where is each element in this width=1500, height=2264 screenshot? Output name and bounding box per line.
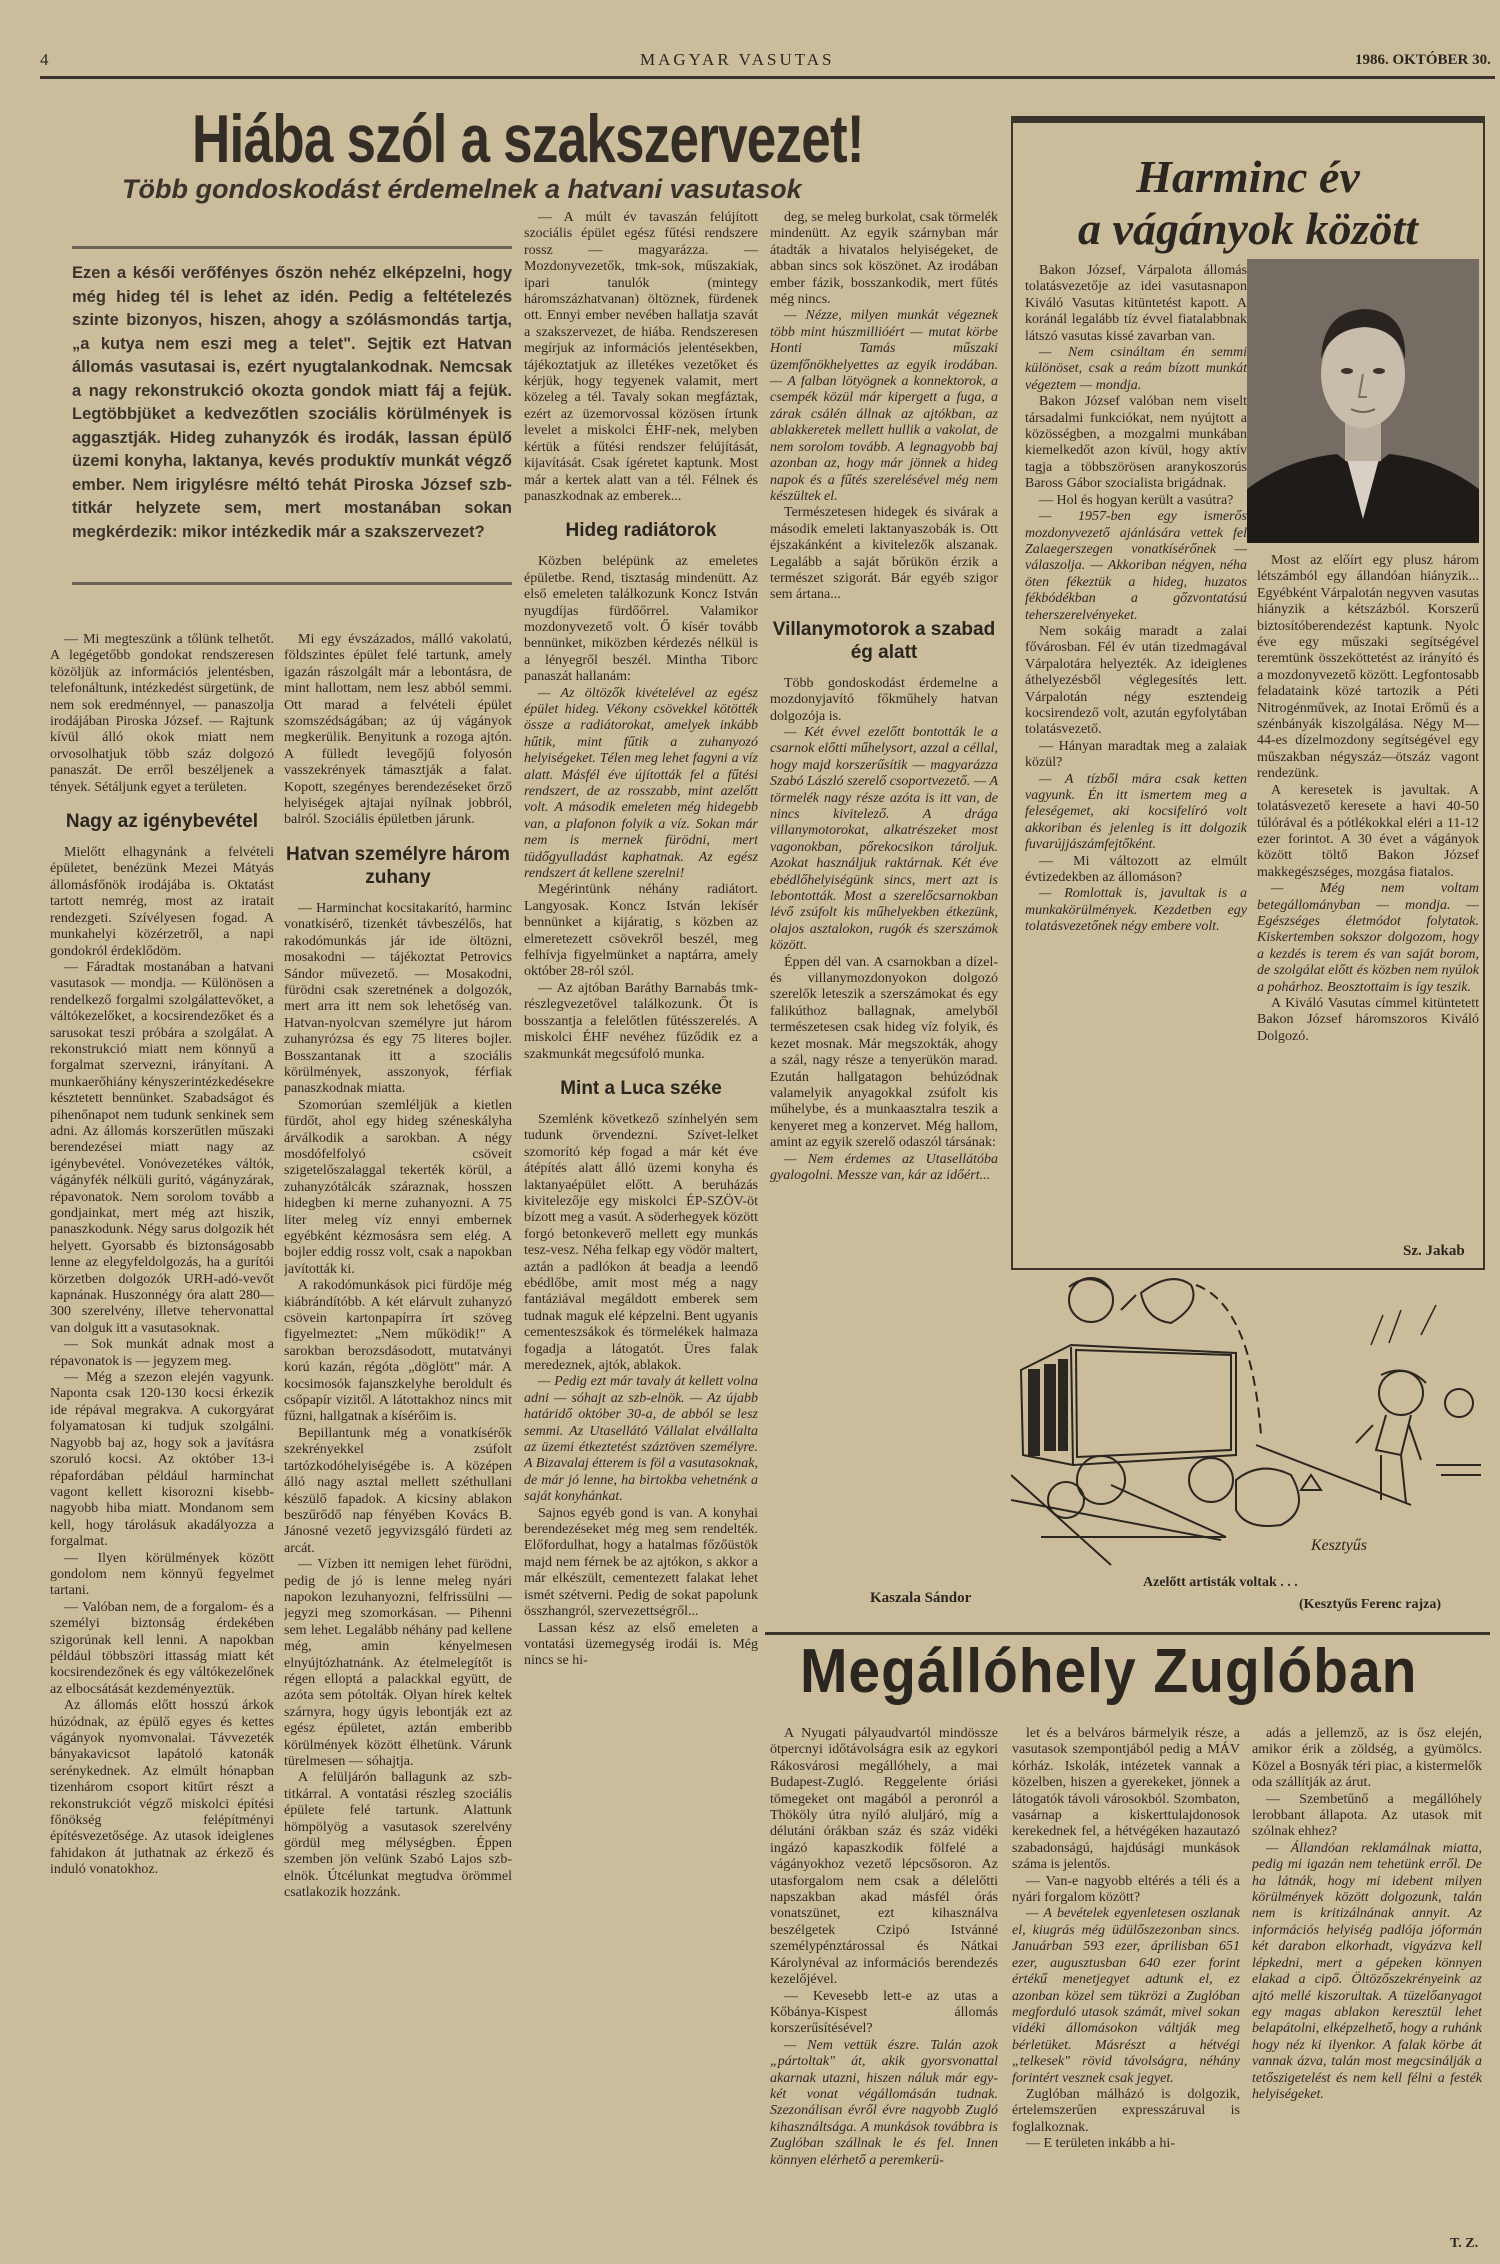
paragraph: — Nézze, milyen munkát végeznek több mint húszmillióért — mutat körbe Honti Tamás műszaki üzemfőnökhelyettes az egyik irodában. — A falban lötyögnek a konnektorok, a csempék közül már kipergett a fuga, a zárak csálén állnak az ajtókban, az ablakkeretek mellett hullik a vakolat, de nem sorolom tovább. A legnagyobb baj azonban az, hogy már jönnek a hideg napok és a fűtés szerelésével még nem készültek el. [770,308,998,504]
profile-author: Sz. Jakab [1403,1243,1465,1259]
cartoon-drawing [1011,1275,1491,1575]
article-author: Kaszala Sándor [870,1590,972,1606]
paragraph: Bepillantunk még a vonatkísérők szekrényekkel zsúfolt tartózkodóhelyiségébe is. A középen álló nagy asztal mellett széthullani készülő fapadok. A kicsiny ablakon beszűrődő nap fényében Kovács B. Jánosné vezető jegyvizsgáló fürdeti az arcát. [284,1425,512,1556]
paragraph: Most az előírt egy plusz három létszámból egy állandóan hiányzik... Egyébként Várpalotán negyven vasutas hiányzik a kétszázból. Korszerű biztosítóberendezést kaptunk. Nyolc éve egy műszaki segítségével teremtünk összeköttetést az irányító és a mozdonyvezető között. Legfontosabb feladataink közé tartozik a Péti Nitrogénművek, az Inotai Erőmű és a szénbányák kiszolgálása. Négy M—44-es dízelmozdony segítségével egy műszakban négyszáz—ötszáz vagont rendezünk. [1257,553,1479,782]
masthead-rule [40,76,1495,79]
issue-date: 1986. OKTÓBER 30. [1355,52,1491,68]
paragraph: — Sok munkát adnak most a répavonatok is — jegyzem meg. [50,1337,274,1369]
paragraph: — Még nem voltam betegállományban — mondja. — Egészséges életmódot folytatok. Kiskertemben sokszor dolgozom, hogy a kezdés is terem és van saját borom, de szolgálat előtt és közben nem nyúlok a pohárhoz. Beosztottaim is így teszik. [1257,881,1479,995]
lead-rule-top [72,246,512,249]
zuglo-rule [765,1632,1490,1635]
article-column-3 [524,210,758,2257]
paragraph: — Szembetűnő a megállóhely lerobbant állapota. Az utasok mit szólnak ehhez? [1252,1791,1482,1840]
paragraph: — Van-e nagyobb eltérés a téli és a nyári forgalom között? [1012,1873,1240,1906]
cartoon-signature: Kesztyűs [1311,1537,1367,1554]
zuglo-column-3 [1252,1726,1482,2231]
cartoon-caption: Azelőtt artisták voltak . . . [1143,1575,1298,1590]
zuglo-column-2 [1012,1726,1240,2257]
paragraph: Nem sokáig maradt a zalai fővárosban. Fél év után tizedmagával Várpalotára helyezték. Az ideiglenes áthelyezésből véglegesítés lett. Várpalotán négy esztendeig kocsirendező volt, azután egyfolytában tolatásvezető. [1025,623,1247,738]
paragraph: — Nem csináltam én semmi különöset, csak a reám bízott munkát végeztem — mondja. [1025,345,1247,393]
paragraph: — E területen inkább a hi- [1026,2136,1175,2152]
paragraph: Az állomás előtt hosszú árkok húzódnak, az épülő egyes és kettes vágányok nyomvonalai. Távvezeték bányakavicsot lapátoló katonák serénykednek. Az elmúlt hónapban tizenhárom csoport kitűrt részt a rekonstrukciót végző miskolci építési főnökség felépítményi építésvezetősége. Az utasok ideiglenes fahidakon át juthatnak az érkező és induló vonatokhoz. [50,1698,274,1878]
paragraph: A rakodómunkások pici fürdője még kiábrándítóbb. A két elárvult zuhanyzó csövein kartonpapírra írt szöveg figyelmeztet: „Nem működik!" A sarokban berozsdásodott, mutatványi korú kazán, régóta „döglött" már. A kocsimosók fajanszkelyhe beroldult és csőpapír vizitől. A látottakhoz nincs mit fűzni, hallgatnak a kísérőim is. [284,1278,512,1425]
paragraph: Zuglóban málházó is dolgozik, értelemszerűen expresszáruval is foglalkoznak. [1012,2086,1240,2135]
subheading: Hideg radiátorok [565,520,717,542]
paragraph: Éppen dél van. A csarnokban a dízel- és villanymozdonyokon dolgozó szerelők leteszik a szerszámokat és egy falikúthoz ballagnak, amelyből természetesen csak hideg víz folyik, és kezet mosnak. Már megszokták, ahogy a szál, nagy része a tenyerükön marad. Ezután hallgatagon behúzódnak valamelyik anyagokkal zsúfolt kis műhelybe, és a munkaasztalra teszik a kenyeret meg a konzervet. Még hallom, amint az egyik szerelő odaszól társának: [770,954,998,1151]
subheading: Hatvan személyre három zuhany [286,843,510,888]
profile-headline-line-1: Harminc év [1136,151,1360,202]
paragraph: deg, se meleg burkolat, csak törmelék mindenütt. Az egyik szárnyban már átadták a hivatalos helyiségeket, de abban sincs sok köszönet. Az irodában ember fázik, bosszankodik, mert fűtés még nincs. [770,210,998,308]
profile-box [1011,116,1485,1270]
paragraph: — Az öltözők kivételével az egész épület hideg. Vékony csövekkel kötötték össze a radiátorokat, amelyek inkább hűtik, mint fűtik a zuhanyozó helyiségeket. Télen meg lehet fagyni a víz alatt. Másfél éve újították fel a fűtési rendszert, de az rosszabb, mint azelőtt volt. A második emeleten még hidegebb van, a plafonon folyik a víz. Sokan már nem is mernek fürödni, mert tüdőgyulladást kaphatnak. Az egész rendszert át kellene szerelni! [524,685,758,882]
paragraph: — Vízben itt nemigen lehet fürödni, pedig de jó is lenne meleg nyári napokon lezuhanyozni, felfrissülni — jegyzi meg szomorkásan. — Pihenni sem lehet. Legalább néhány pad kellene még, amin kényelmesen elnyújtózhatnánk. Az ételmelegítőt is régen elloptá a palackkal együtt, de azóta sem pótolták. Olyan hírek keltek szárnyra, hogy úgyis lebontják ezt az egész épületet, aztán emberibb körülmények között élhetünk. Várunk türelmesen — sóhajtja. [284,1557,512,1769]
profile-headline [1013,151,1483,255]
subheading: Mint a Luca széke [560,1077,722,1099]
paragraph: — A múlt év tavaszán felújított szociális épület egész fűtési rendszere rossz — magyarázza. — Mozdonyvezetők, tmk-sok, műszakiak, ipari tanulók (mintegy háromszázhatvanan) öltöznek, fürdenek ott. Ennyi ember nevében hallatja szavát a szakszervezet, de hiába. Rendszeresen megírjuk az információs jelentésekben, tájékoztatjuk az illetékes vezetőket és kérjük, hogy tegyenek valamit, mert közeleg a tél. Tavaly sokan megfáztak, ezért az üzemorvossal közösen írtunk levelet a miskolci ÉHF-nek, melyben kértük a fűtési rendszer felújítását, kijavítását. Csak ígéretet kaptunk. Most már a kertek alatt van a tél. Félnek és panaszkodnak az emberek... [524,210,758,504]
paragraph: let és a belváros bármelyik része, a vasutasok szempontjából pedig a MÁV kórház. Iskolák, intézetek vannak a közelben, hiszen a gyerekeket, jönnek a látogatók távoli városokból. Szombaton, vasárnap a kiskerttulajdonosok kerekednek fel, a hétvégéken hazautazó szabadonságú, hajdúsági munkások száma is jelentős. [1012,1726,1240,1873]
paragraph: — Mi változott az elmúlt évtizedekben az állomáson? [1025,853,1247,886]
portrait-photo [1247,259,1479,543]
lead-rule-bottom [72,582,512,585]
article-column-2 [284,632,512,2257]
paragraph: Mielőtt elhagynánk a felvételi épületet, benézünk Mezei Mátyás állomásfőnök irodájába is. Oktatást tartott nemrég, most az iratait rendezgeti. Szívélyesen fogad. A munkahelyi közérzetről, a napi gondokról érdeklődöm. [50,845,274,959]
paragraph: A keresetek is javultak. A tolatásvezető keresete a havi 40-50 túlórával és a pótlékokkal eléri a 11-12 ezer forintot. A 30 évet a vágányok között töltő Bakon József makkegészséges, mozgása fiatalos. [1257,782,1479,880]
paragraph: — Az ajtóban Baráthy Barnabás tmk-részlegvezetővel találkozunk. Őt is bosszantja a felelőtlen fűtésszerelés. A miskolci ÉHF nevéhez fűződik ez a szakmunkát megcsúfoló munka. [524,980,758,1062]
paragraph: — Kevesebb lett-e az utas a Kőbánya-Kispest állomás korszerűsítésével? [770,1988,998,2037]
paragraph: adás a jellemző, az is ősz elején, amikor érik a zöldség, a gyümölcs. Közel a Bosnyák téri piac, a kistermelők oda szállítják az árut. [1252,1726,1482,1791]
profile-column-right [1257,553,1479,1243]
zuglo-author: T. Z. [1450,2236,1479,2251]
zuglo-column-1 [770,1726,998,2257]
paragraph: Lassan kész az első emeleten a vontatási üzemegység irodái is. Még nincs se hi- [524,1620,758,1669]
paragraph: Több gondoskodást érdemelne a mozdonyjavító főkműhely hatvan dolgozója is. [770,675,998,724]
article-lead: Ezen a késői verőfényes őszön nehéz elképzelni, hogy még hideg tél is lehet az idén. Pedig a feltételezés szinte bizonyos, hiszen, ahogy a szólásmondás tartja, „a kutya nem eszi meg a telet". Sejtik ezt Hatvan állomás vasutasai is, ezért nyugtalankodnak. Nemcsak a nagy rekonstrukció okozta gondok miatt fáj a fejük. Legtöbbjüket a kedvezőtlen szociális körülmények is aggasztják. Hideg zuhanyzók és irodák, lassan épülő üzemi konyha, laktanya, kevés produktív munkát végző ember. Nem irigylésre méltó tehát Piroska József szb-titkár helyzete sem, mert mostanában sokan megkérdezik: mikor intézkedik már a szakszervezet? [72,264,512,541]
paragraph: — Állandóan reklamálnak miatta, pedig mi igazán nem tehetünk erről. De ha látnák, hogy mi idebent milyen körülmények között dolgozunk, talán nem is kritizálnának annyit. Az információs helyiség padlója jóformán két darabon elkorhadt, vigyázva kell lépkedni, mert a gépeken könnyen elakad a cipő. Öltözőszekrényeink az ajtó mellé kiszorultak. A tüzelőanyagot egy magas ablakon keresztül lehet belapátolni, elképzelhető, hogy a ruhánk hogy néz ki ilyenkor. A falak körbe át vannak ázva, talán most megcsinálják a tetőszigetelést és nem kell félni a festék helyiségeket. [1252,1840,1482,2102]
paragraph: Szemlénk következő színhelyén sem tudunk örvendezni. Szívet-lelket szomorító kép fogad a már két éve átépítés alatt álló üzemi konyha és laktanyaépület előtt. A beruházás kivitelezője egy miskolci ÉP-SZÖV-öt bízott meg a vasút. A söderhegyek között forgó betonkeverő mellett egy munkás tesz-vesz. Néha felkap egy vödör maltert, aztán a padlókon át beadja a leendő ebédlőbe, amit most még a nagy fantáziával megáldott emberek sem tudnak maguk elé képzelni. Bent ugyanis cementeszsákok és törmelékek halmaza fogadja a látogatót. Üres falak meredeznek, ajtók, ablakok. [524,1111,758,1373]
paragraph: — A bevételek egyenletesen oszlanak el, kiugrás még üdülőszezonban sincs. Januárban 593 ezer, áprilisban 651 ezer, augusztusban 640 ezer forint értékű menetjegyet adtunk el, ez azonban közel sem tükrözi a Zuglóban megforduló utasok számát, mivel sokan vidéki állomásokon váltják meg bérletüket. Másrészt a hétvégi „telkesek" rövid távolságra, néhány forintért vesznek csak jegyet. [1012,1906,1240,2086]
paragraph: Természetesen hidegek és sivárak a második emeleti laktanyaszobák is. Ott éjszakánként a kivitelezők alszanak. Legalább a saját bőrükön érzik a természet szigorát. Bár egyéb szigor sem ártana... [770,505,998,603]
paragraph: Sajnos egyéb gond is van. A konyhai berendezéseket még meg sem rendelték. Előfordulhat, hogy a hatalmas főzőüstök majd nem férnek be az ajtókon, s akkor a már elkészült, cementezett falakat lehet ismét szétverni. Pedig de sokat papolunk összhangról, szervezettségről... [524,1505,758,1620]
zuglo-headline: Megállóhely Zuglóban [800,1637,1418,1706]
paragraph: A Nyugati pályaudvartól mindössze ötpercnyi időtávolságra esik az egykori Rákosvárosi megállóhely, a mai Budapest-Zugló. Reggelente óriási tömegeket ont magából a peronról a Thököly útra nyíló aluljáró, míg a délutáni órákban száz és száz vidéki ingázó kapaszkodik fölfelé a vágányokhoz vezető lépcsősoron. Az utasforgalom nem csak a délelőtti napszakban akad másfél órás vonatszünet, ezt kihasználva beszélgetek Czipó Istvánné személypénztárossal és Nátkai Károlynéval az információs berendezés kezelőjével. [770,1726,998,1988]
paragraph: — Pedig ezt már tavaly át kellett volna adni — sóhajt az szb-elnök. — Az újabb határidő október 30-a, de abból se lesz semmi. Az Utasellátó Vállalat elvállalta az üzemi étkeztetést száztöven személyre. A Bizavalaj étterem is föl a vasutasoknak, de már jó lenne, ha birtokba vehetnénk a saját konyhánkat. [524,1374,758,1505]
subheading: Villanymotorok a szabad ég alatt [772,618,996,663]
paragraph: Mi egy évszázados, málló vakolatú, földszintes épület felé tartunk, amely igazán rászolgált már a lebontásra, de mint hallottam, nem lesz abból semmi. Ott marad a felvételi épület szomszédságában; az új vágányok megkerülik. Benyitunk a rozoga ajtón. A fülledt levegőjű folyosón vasszekrények támasztják a falat. Kopott, szegényes berendezéseket őrző helyiségek ajtajai nyílnak jobbról, balról. Szociális épületben járunk. [284,632,512,828]
article-column-1 [50,632,274,2257]
profile-headline-line-2: a vágányok között [1078,203,1418,254]
paragraph: — Hányan maradtak meg a zalaiak közül? [1025,738,1247,771]
article-headline: Hiába szól a szakszervezet! [192,101,864,177]
cartoon-credit: (Kesztyűs Ferenc rajza) [1299,1597,1442,1612]
paragraph: — Nem érdemes az Utasellátóba gyalogolni. Messze van, kár az időért... [770,1151,998,1183]
page-number: 4 [40,50,49,69]
article-subtitle: Több gondoskodást érdemelnek a hatvani vasutasok [122,174,802,204]
paragraph: — Mi megteszünk a tőlünk telhetőt. A legégetőbb gondokat rendszeresen közöljük az információs jelentésben, telefonáltunk, intézkedést sürgetünk, de nem sok eredménnyel, — panaszolja irodájában Piroska József. — Rajtunk kívül álló okok miatt nem orvosolhatjuk több száz dolgozó panaszát. De erről beszéljenek a tények. Sétáljunk egyet a területen. [50,632,274,795]
paragraph: Közben belépünk az emeletes épületbe. Rend, tisztaság mindenütt. Az első emeleten találkozunk Koncz István nyugdíjas fürdőőrrel. Valamikor mozdonyvezető volt. Ő kísér tovább bennünket, miközben kérdezés nélkül is a lényegről beszél. Mintha Tiborc panaszát hallanám: [524,554,758,685]
paragraph: A Kiváló Vasutas címmel kitüntetett Bakon József háromszoros Kiváló Dolgozó. [1257,995,1479,1044]
profile-column-left [1025,263,1247,1263]
paragraph: — Két évvel ezelőtt bontották le a csarnok előtti műhelysort, azzal a céllal, hogy majd korszerűsítik — magyarázza Szabó László szerelő csoportvezető. — A törmelék nagy része azóta is itt van, de nincs kivitelező. A drága villanymotorokat, alkatrészeket most vagonokban, pőrekocsikon tároljuk. Azokat használjuk raktárnak. Két éve ebédlőhelyiségünk sincs, mert azt is lebontották. Most a szerelőcsarnokban lévő zsúfolt kis műhelyekben étkezünk, olajos asztalokon, rugók és szerszámok között. [770,724,998,954]
paragraph: — Nem vettük észre. Talán azok „pártoltak" át, akik gyorsvonattal akarnak utazni, hiszen náluk már egy-két vonat végállomásán tudnak. Szezonálisan évről évre nagyobb Zugló kihasználtsága. A munkások továbbra is Zuglóban szállnak le és fel. Innen könnyen elérhető a peremkerü- [770,2037,998,2168]
paragraph: — Romlottak is, javultak is a munkakörülmények. Kezdetben egy tolatásvezetőnek négy embere volt. [1025,886,1247,935]
portrait-image [1247,259,1479,543]
paragraph: Bakon József valóban nem viselt társadalmi funkciókat, nem nyújtott a közösségben, a mozgalmi munkában kiemelkedőt azon kívül, hogy aktív tagja a többszörösen aranykoszorús Baross Gábor szocialista brigádnak. [1025,394,1247,492]
paragraph: A felüljárón ballagunk az szb-titkárral. A vontatási részleg szociális épülete felé tartunk. Alattunk hömpölyög a vasutasok szerelvény gördül meg mélységben. Éppen szemben jön velünk Szabó Lajos szb-elnök. Útcélunkat megtudva örömmel csatlakozik hozzánk. [284,1770,512,1901]
paragraph: — Még a szezon elején vagyunk. Naponta csak 120-130 kocsi érkezik ide répával megrakva. A cukorgyárat folyamatosan ki tudjuk szolgálni. Nagyobb baj az, hogy sok a javításra szoruló kocsi. Az október 13-i répafordában például harminchat vagont kellett kisorozni kisebb-nagyobb hiba miatt. Mondanom sem kell, hogy tárolásuk akadályozza a forgalmat. [50,1370,274,1550]
paragraph: — Ilyen körülmények között gondolom nem könnyű fegyelmet tartani. [50,1550,274,1599]
article-column-4 [770,210,998,1560]
subheading: Nagy az igénybevétel [65,811,259,833]
paragraph: — Valóban nem, de a forgalom- és a személyi biztonság érdekében szigorúnak kell lenni. A napokban például többszöri ittasság miatt két kocsirendezőnek és egy váltókezelőnek az elbocsátását kezdeményeztük. [50,1599,274,1697]
paragraph: — A tízből mára csak ketten vagyunk. Én itt ismertem meg a feleségemet, aki kocsifelíró volt akkoriban és jelenleg is itt dolgozik fuvarújjászámfejtőként. [1025,771,1247,853]
paragraph: Megérintünk néhány radiátort. Langyosak. Koncz István lekísér bennünket a kijáratig, s közben az elmeretezett csövekről beszél, meg felhívja figyelmünket a naptárra, amely október 28-ról szól. [524,882,758,980]
paragraph: — Fáradtak mostanában a hatvani vasutasok — mondja. — Különösen a rendelkező forgalmi szolgálattevőket, a váltókezelőket, a kocsirendezőket és a sarusokat teszi próbára a szolgálat. A rekonstrukció miatt nem könnyű a forgalmat szervezni, irányítani. A munkaerőhiány kényszerintézkedésekre késztetett bennünket. Szabadságot és pihenőnapot nem tudunk senkinek sem adni. Az állomás korszerűtlen műszaki berendezései miatt nagy az igénybevétel. Vonóvezetékes váltók, vágányfék nélküli gurító, vágányzárak, répavonatok. Nem sorolom tovább a gondjainkat, mert még azt hiszik, panaszkodunk. Négy sarus dolgozik hét helyett. Gyorsabb és biztonságosabb lenne az elegyfeldolgozás, ha a gurítói körzetben dolgozók URH-adó-vevőt kapnának. Huszonnégy óra alatt 280—300 szerelvény, illetve tehervonattal van dolguk itt a vasutasoknak. [50,959,274,1336]
paragraph: — Hol és hogyan került a vasútra? [1039,492,1234,508]
cartoon [1011,1275,1491,1635]
newspaper-name: MAGYAR VASUTAS [640,50,835,69]
paragraph: Bakon József, Várpalota állomás tolatásvezetője az idei vasutasnapon Kiváló Vasutas kitüntetést kapott. A koránál legalább tíz évvel fiatalabbnak látszó vasutas kissé zavarban van. [1025,263,1247,344]
paragraph: — 1957-ben egy ismerős mozdonyvezető ajánlására vettek fel Zalaegerszegen vonatkísérőnek — válaszolja. — Akkoriban négyen, néha öten fékeztük a hideg, huzatos fékbódékban a gőzvontatású teherszerelvényeket. [1025,509,1247,623]
paragraph: — Harminchat kocsitakarító, harminc vonatkísérő, tizenkét távbeszélős, hat rakodómunkás jár ide öltözni, mosakodni — tájékoztat Petrovics Sándor művezető. — Mosakodni, fürödni csak szeretnének a dolgozók, mert arra itt nem sok lehetőség van. Hatvan-nyolcvan személyre jut három zuhanyrózsa és egy 75 literes bojler. Bosszantanak itt a szociális körülmények, asszonyok, férfiak panaszkodnak miatta. [284,900,512,1097]
paragraph: Szomorúan szemléljük a kietlen fürdőt, ahol egy hideg széneskályha árválkodik a sarokban. A négy mosdófelfolyó csöveit szigetelőszalaggal tekerték körül, a zuhanyzótálcák száraznak, hosszen hidegben ki merne zuhanyozni. A 75 liter meleg víz ennyi embernek egyébként kézmosásra sem elég. A bojler eddig rossz volt, csak a napokban javították ki. [284,1097,512,1277]
